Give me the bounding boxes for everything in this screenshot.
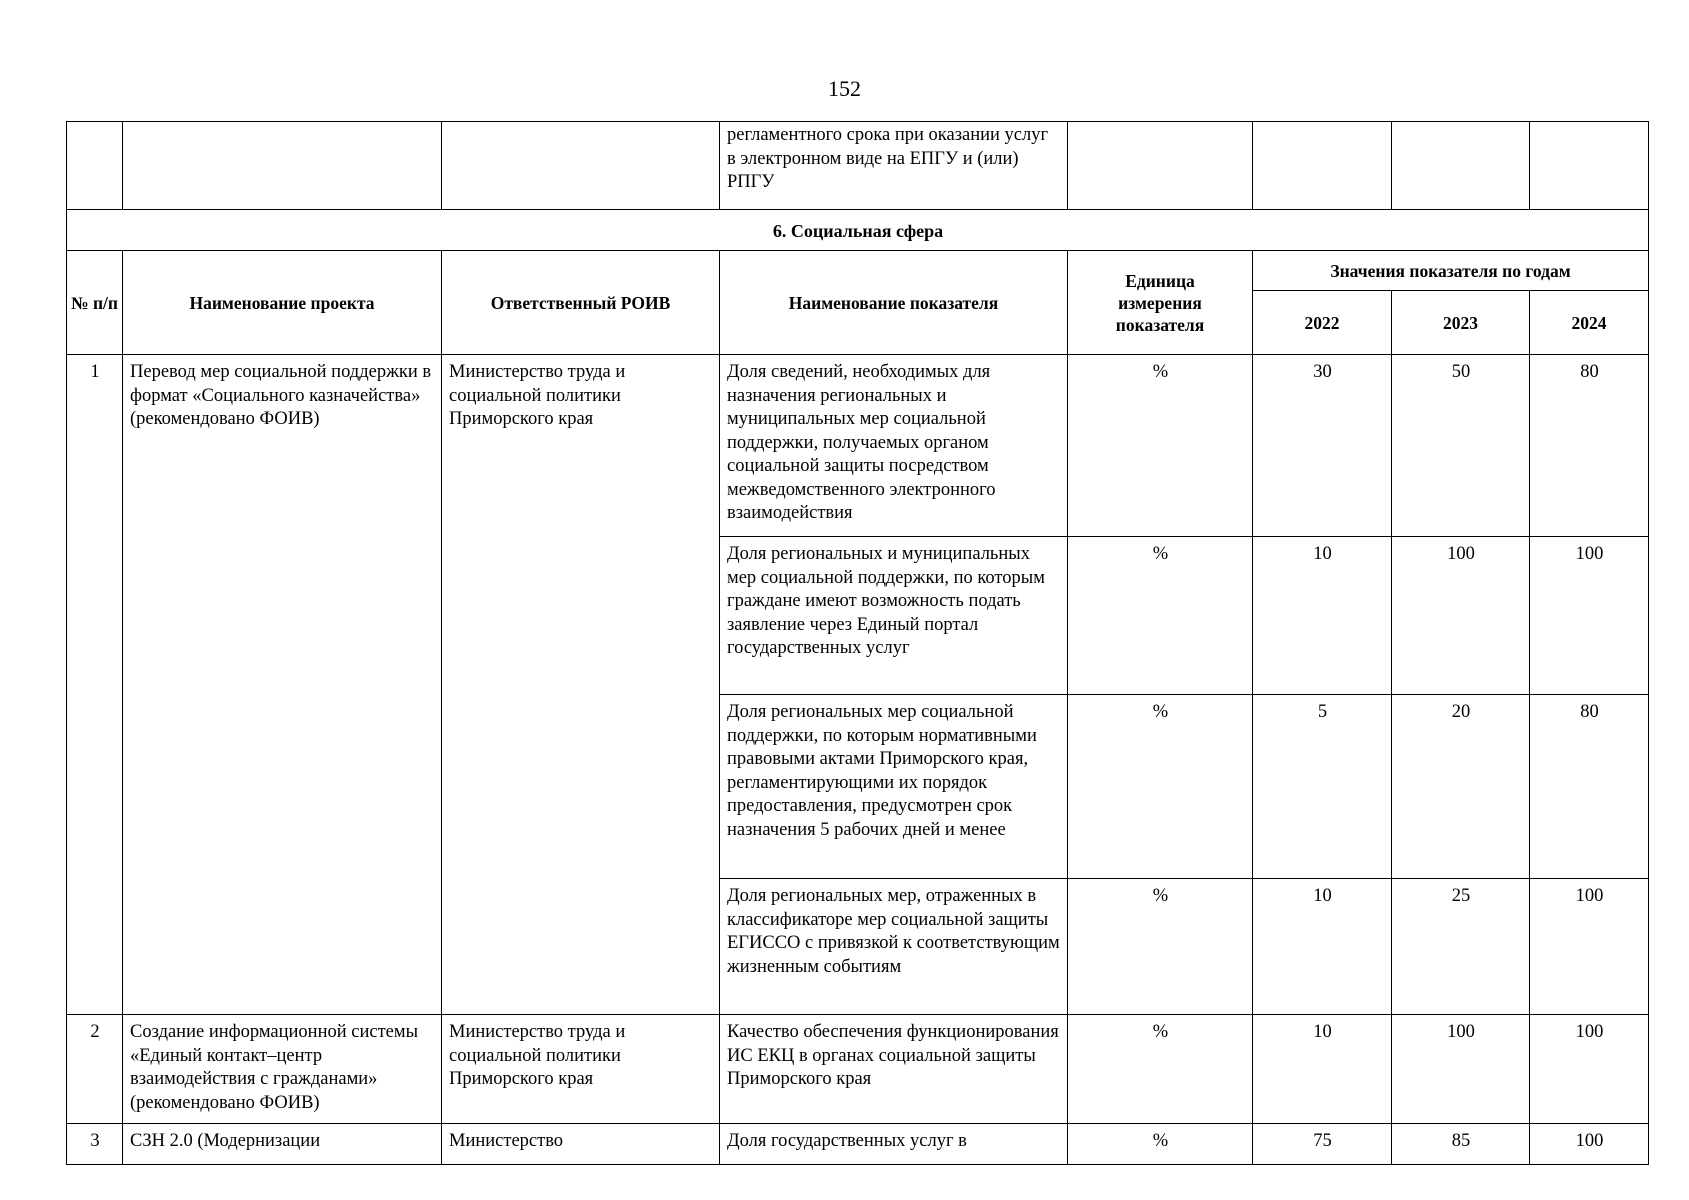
cell-2023 bbox=[1392, 122, 1530, 210]
cell-project: Перевод мер социальной поддержки в формат «Социального казначейства» (рекомендовано ФОИВ) bbox=[123, 355, 442, 1015]
header-roiv: Ответственный РОИВ bbox=[442, 251, 720, 355]
cell-2024 bbox=[1530, 122, 1649, 210]
cell-num bbox=[67, 122, 123, 210]
cell-roiv: Министерство труда и социальной политики Приморского края bbox=[442, 355, 720, 1015]
indicators-table bbox=[66, 121, 1649, 1165]
cell-2022: 30 bbox=[1253, 355, 1392, 537]
cell-2023: 50 bbox=[1392, 355, 1530, 537]
cell-2023: 100 bbox=[1392, 537, 1530, 695]
cell-2023: 100 bbox=[1392, 1015, 1530, 1124]
header-indicator: Наименование показателя bbox=[720, 251, 1068, 355]
header-year-2023: 2023 bbox=[1392, 291, 1530, 355]
section-title: 6. Социальная сфера bbox=[67, 210, 1649, 251]
cell-2024: 80 bbox=[1530, 695, 1649, 879]
cell-indicator: Качество обеспечения функционирования ИС ЕКЦ в органах социальной защиты Приморского края bbox=[720, 1015, 1068, 1124]
cell-unit: % bbox=[1068, 537, 1253, 695]
header-project: Наименование проекта bbox=[123, 251, 442, 355]
cell-indicator: Доля государственных услуг в bbox=[720, 1124, 1068, 1165]
header-row-1 bbox=[67, 251, 1649, 291]
cell-2022 bbox=[1253, 122, 1392, 210]
table-row bbox=[67, 1015, 1649, 1124]
cell-2024: 80 bbox=[1530, 355, 1649, 537]
table-row bbox=[67, 355, 1649, 537]
cell-unit: % bbox=[1068, 879, 1253, 1015]
cell-2023: 20 bbox=[1392, 695, 1530, 879]
cell-2022: 10 bbox=[1253, 879, 1392, 1015]
cell-indicator: Доля региональных мер, отраженных в классификаторе мер социальной защиты ЕГИССО с привязкой к соответствующим жизненным событиям bbox=[720, 879, 1068, 1015]
cell-roiv: Министерство bbox=[442, 1124, 720, 1165]
cell-2024: 100 bbox=[1530, 537, 1649, 695]
header-year-2022: 2022 bbox=[1253, 291, 1392, 355]
section-row bbox=[67, 210, 1649, 251]
cell-2023: 85 bbox=[1392, 1124, 1530, 1165]
cell-indicator: регламентного срока при оказании услуг в электронном виде на ЕПГУ и (или) РПГУ bbox=[720, 122, 1068, 210]
cell-project: СЗН 2.0 (Модернизации bbox=[123, 1124, 442, 1165]
cell-project: Создание информационной системы «Единый контакт–центр взаимодействия с гражданами» (рекомендовано ФОИВ) bbox=[123, 1015, 442, 1124]
header-years-group: Значения показателя по годам bbox=[1253, 251, 1649, 291]
cell-num: 2 bbox=[67, 1015, 123, 1124]
cell-indicator: Доля сведений, необходимых для назначения региональных и муниципальных мер социальной поддержки, получаемых органом социальной защиты посредством межведомственного электронного взаимодействия bbox=[720, 355, 1068, 537]
header-year-2024: 2024 bbox=[1530, 291, 1649, 355]
cell-2022: 5 bbox=[1253, 695, 1392, 879]
cell-2024: 100 bbox=[1530, 879, 1649, 1015]
continuation-row bbox=[67, 122, 1649, 210]
table-row bbox=[67, 1124, 1649, 1165]
cell-unit: % bbox=[1068, 1015, 1253, 1124]
cell-indicator: Доля региональных мер социальной поддержки, по которым нормативными правовыми актами Приморского края, регламентирующими их порядок предоставления, предусмотрен срок назначения 5 рабочих дней и менее bbox=[720, 695, 1068, 879]
header-unit: Единица измерения показателя bbox=[1068, 251, 1253, 355]
cell-indicator: Доля региональных и муниципальных мер социальной поддержки, по которым граждане имеют возможность подать заявление через Единый портал государственных услуг bbox=[720, 537, 1068, 695]
page-number: 152 bbox=[828, 76, 861, 101]
cell-num: 1 bbox=[67, 355, 123, 1015]
cell-2023: 25 bbox=[1392, 879, 1530, 1015]
cell-2022: 10 bbox=[1253, 537, 1392, 695]
cell-unit: % bbox=[1068, 695, 1253, 879]
cell-roiv bbox=[442, 122, 720, 210]
cell-2022: 75 bbox=[1253, 1124, 1392, 1165]
cell-num: 3 bbox=[67, 1124, 123, 1165]
cell-project bbox=[123, 122, 442, 210]
cell-unit: % bbox=[1068, 1124, 1253, 1165]
cell-2022: 10 bbox=[1253, 1015, 1392, 1124]
cell-2024: 100 bbox=[1530, 1124, 1649, 1165]
cell-2024: 100 bbox=[1530, 1015, 1649, 1124]
cell-unit: % bbox=[1068, 355, 1253, 537]
cell-unit bbox=[1068, 122, 1253, 210]
cell-roiv: Министерство труда и социальной политики Приморского края bbox=[442, 1015, 720, 1124]
header-num: № п/п bbox=[67, 251, 123, 355]
